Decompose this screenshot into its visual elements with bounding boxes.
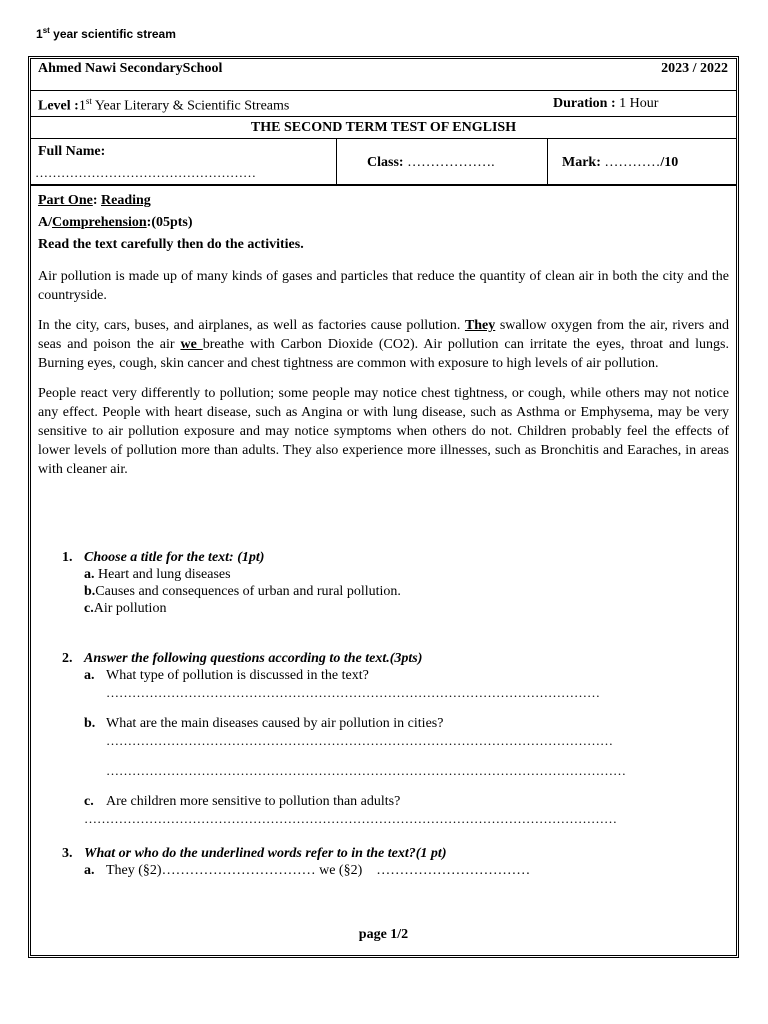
- exam-frame: [28, 56, 739, 958]
- mark-cell[interactable]: [548, 139, 736, 184]
- full-name-label: Full Name:: [38, 144, 106, 159]
- question-1-option-a: a. Heart and lung diseases: [84, 567, 231, 582]
- level-row: [31, 91, 736, 117]
- class-field: Class: ……………….: [367, 155, 495, 170]
- part-title: Part One: Reading: [38, 193, 151, 208]
- school-name: Ahmed Nawi SecondarySchool: [38, 61, 223, 76]
- school-row: [31, 59, 736, 91]
- question-1-option-b: b.Causes and consequences of urban and rural pollution.: [84, 584, 401, 599]
- question-1-option-c: c.Air pollution: [84, 601, 167, 616]
- paragraph-3: People react very differently to pollution; some people may notice chest tightness, or cough, while others may not notice any effect. People with heart disease, such as Angina or with lung disease, such as Asthma or Emphysema, may be very sensitive to air pollution exposure and may notice symptoms when others do not. Children probably feel the effects of lower levels of pollution more than adults. They also experience more illnesses, such as Bronchitis and Earaches, in areas with cleaner air.: [38, 386, 729, 477]
- page-number: page 1/2: [358, 927, 409, 942]
- test-title: THE SECOND TERM TEST OF ENGLISH: [31, 117, 736, 139]
- question-3-number: 3.: [62, 846, 73, 861]
- mark-field: Mark: …………/10: [562, 155, 679, 170]
- paragraph-1: Air pollution is made up of many kinds of gases and particles that reduce the quantity of clean air in both the city and the countryside.: [38, 269, 729, 303]
- question-2-number: 2.: [62, 651, 73, 666]
- class-cell[interactable]: [337, 139, 548, 184]
- instruction: Read the text carefully then do the activities.: [38, 237, 304, 252]
- question-2-title: Answer the following questions according to the text.(3pts): [84, 651, 423, 666]
- question-3-title: What or who do the underlined words refer to in the text?(1 pt): [84, 846, 447, 861]
- question-2-c: c. Are children more sensitive to pollution than adults?: [84, 794, 401, 809]
- question-1-number: 1.: [62, 550, 73, 565]
- duration-text: Duration : 1 Hour: [553, 96, 659, 111]
- question-3-a[interactable]: a. They (§2)…………………………… we (§2) ……………………………: [84, 863, 531, 878]
- answer-line-2b-1[interactable]: ………………………………………………………………………………………………………: [106, 733, 613, 748]
- comprehension-title: A/Comprehension:(05pts): [38, 215, 193, 230]
- full-name-cell[interactable]: [31, 139, 337, 184]
- answer-line-2c[interactable]: ……………………………………………………………………………………………………………: [84, 811, 617, 826]
- question-1-title: Choose a title for the text: (1pt): [84, 550, 265, 565]
- question-3: [84, 845, 734, 879]
- question-2-a: a. What type of pollution is discussed in the text?: [84, 668, 369, 683]
- question-2: [84, 650, 734, 827]
- stream-note: 1st year scientific stream: [36, 26, 176, 41]
- level-text: Level :1st Year Literary & Scientific Streams: [38, 96, 290, 114]
- answer-line-2a[interactable]: ……………………………………………………………………………………………………: [106, 685, 600, 700]
- student-info-row: [31, 139, 736, 186]
- question-1: [84, 549, 684, 617]
- question-2-b: b. What are the main diseases caused by air pollution in cities?: [84, 716, 444, 731]
- school-year: 2023 / 2022: [661, 61, 728, 76]
- paragraph-2: In the city, cars, buses, and airplanes, as well as factories cause pollution. They swallow oxygen from the air, rivers and seas and poison the air we breathe with Carbon Dioxide (CO2). Air pollution can irritate the eyes, throat and lungs. Burning eyes, cough, skin cancer and chest tightness are common with exposure to high levels of air pollution.: [38, 318, 729, 371]
- full-name-dots: ……………………………………………: [35, 165, 256, 180]
- reading-content: [38, 191, 729, 479]
- answer-line-2b-2[interactable]: …………………………………………………………………………………………………………: [106, 763, 626, 778]
